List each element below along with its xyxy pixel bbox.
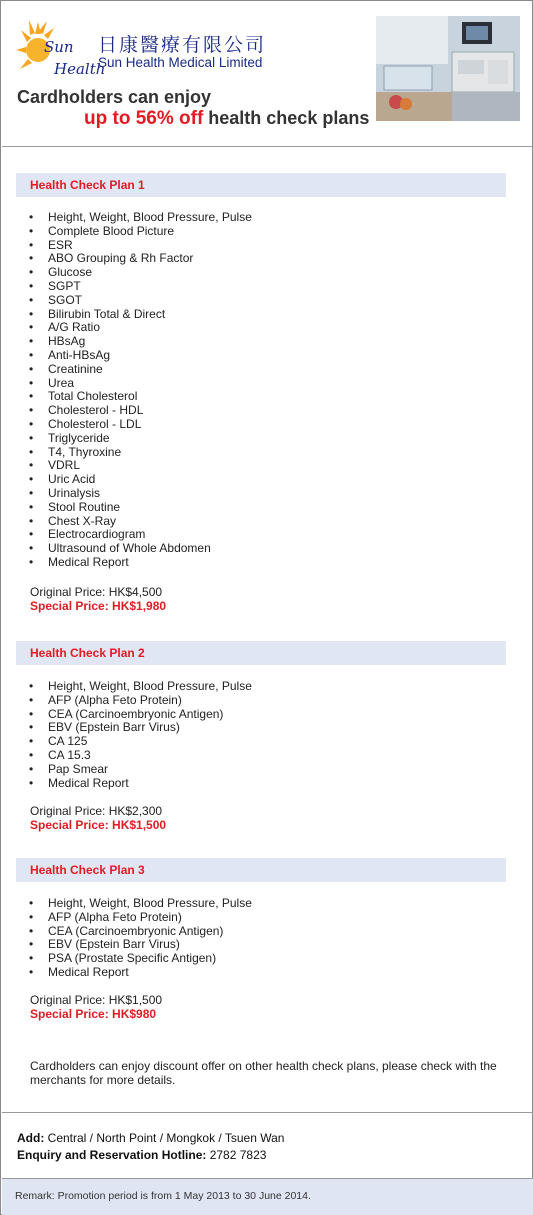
bullet-icon: •	[29, 734, 34, 749]
list-item	[29, 966, 252, 980]
list-item-label: SGPT	[48, 278, 81, 293]
discount-highlight: up to 56% off	[84, 108, 204, 129]
list-item-label: ABO Grouping & Rh Factor	[48, 251, 194, 266]
tagline-line-2	[84, 108, 369, 130]
plan-1-items	[29, 211, 252, 570]
list-item	[29, 335, 252, 349]
list-item-label: Anti-HBsAg	[48, 347, 111, 362]
hotline-value: 2782 7823	[206, 1148, 267, 1162]
bullet-icon: •	[29, 747, 34, 762]
list-item	[29, 294, 252, 308]
list-item-label: EBV (Epstein Barr Virus)	[48, 937, 180, 952]
list-item	[29, 749, 252, 763]
plan-2-title: Health Check Plan 2	[16, 641, 506, 665]
list-item-label: Height, Weight, Blood Pressure, Pulse	[48, 210, 252, 224]
list-item	[29, 459, 252, 473]
plan-3-special-price: Special Price: HK$980	[30, 1007, 157, 1021]
bullet-icon: •	[29, 964, 34, 979]
bullet-icon: •	[29, 458, 34, 473]
address-value: Central / North Point / Mongkok / Tsuen Wan	[44, 1131, 285, 1145]
bullet-icon: •	[29, 692, 34, 707]
list-item-label: Urinalysis	[48, 485, 101, 500]
plan-3-items	[29, 897, 252, 980]
bullet-icon: •	[29, 485, 34, 500]
address-label: Add:	[17, 1131, 45, 1145]
list-item-label: Urea	[48, 375, 75, 390]
list-item-label: ESR	[48, 237, 73, 252]
bullet-icon: •	[29, 923, 34, 938]
bullet-icon: •	[29, 472, 34, 487]
bullet-icon: •	[29, 265, 34, 280]
list-item	[29, 266, 252, 280]
list-item	[29, 708, 252, 722]
list-item	[29, 418, 252, 432]
list-item-label: Cholesterol - HDL	[48, 403, 144, 418]
list-item-label: Creatinine	[48, 361, 103, 376]
header	[2, 2, 533, 147]
list-item	[29, 556, 252, 570]
list-item-label: Medical Report	[48, 775, 129, 790]
list-item-label: PSA (Prostate Specific Antigen)	[48, 951, 217, 966]
plan-2-items	[29, 680, 252, 790]
company-name-chinese: 日康醫療有限公司	[98, 34, 267, 56]
bullet-icon: •	[29, 444, 34, 459]
promotion-remark: Remark: Promotion period is from 1 May 2013 to 30 June 2014.	[15, 1190, 311, 1202]
bullet-icon: •	[29, 347, 34, 362]
bullet-icon: •	[29, 278, 34, 293]
bullet-icon: •	[29, 706, 34, 721]
hotline-line	[17, 1148, 266, 1162]
list-item	[29, 911, 252, 925]
list-item-label: Triglyceride	[48, 430, 110, 445]
list-item-label: CEA (Carcinoembryonic Antigen)	[48, 923, 224, 938]
list-item	[29, 680, 252, 694]
list-item	[29, 211, 252, 225]
list-item-label: Medical Report	[48, 964, 129, 979]
list-item-label: CA 15.3	[48, 747, 91, 762]
logo-text-health: Health	[54, 60, 106, 78]
list-item-label: HBsAg	[48, 334, 86, 349]
bullet-icon: •	[29, 223, 34, 238]
plan-3-original-price: Original Price: HK$1,500	[30, 993, 163, 1007]
list-item-label: Medical Report	[48, 554, 129, 569]
list-item	[29, 377, 252, 391]
list-item	[29, 515, 252, 529]
bullet-icon: •	[29, 403, 34, 418]
bullet-icon: •	[29, 775, 34, 790]
bullet-icon: •	[29, 541, 34, 556]
bullet-icon: •	[29, 909, 34, 924]
list-item-label: Complete Blood Picture	[48, 223, 175, 238]
list-item-label: Height, Weight, Blood Pressure, Pulse	[48, 679, 252, 693]
footer	[2, 1178, 533, 1215]
list-item-label: CA 125	[48, 734, 88, 749]
bullet-icon: •	[29, 499, 34, 514]
bullet-icon: •	[29, 251, 34, 266]
list-item-label: Electrocardiogram	[48, 527, 146, 542]
bullet-icon: •	[29, 937, 34, 952]
list-item-label: Ultrasound of Whole Abdomen	[48, 541, 211, 556]
list-item-label: VDRL	[48, 458, 81, 473]
list-item	[29, 542, 252, 556]
bullet-icon: •	[29, 334, 34, 349]
list-item	[29, 735, 252, 749]
list-item-label: Stool Routine	[48, 499, 121, 514]
bullet-icon: •	[29, 513, 34, 528]
list-item	[29, 925, 252, 939]
bullet-icon: •	[29, 720, 34, 735]
list-item	[29, 938, 252, 952]
list-item	[29, 694, 252, 708]
plan-2-original-price: Original Price: HK$2,300	[30, 804, 163, 818]
list-item	[29, 487, 252, 501]
plan-1-special-price: Special Price: HK$1,980	[30, 599, 167, 613]
list-item	[29, 321, 252, 335]
tagline-suffix: health check plans	[203, 108, 370, 128]
list-item-label: Pap Smear	[48, 761, 109, 776]
list-item	[29, 446, 252, 460]
bullet-icon: •	[29, 430, 34, 445]
bullet-icon: •	[29, 210, 34, 224]
logo-text-sun: Sun	[44, 38, 74, 56]
list-item-label: Glucose	[48, 265, 93, 280]
list-item-label: AFP (Alpha Feto Protein)	[48, 909, 182, 924]
list-item	[29, 349, 252, 363]
bullet-icon: •	[29, 375, 34, 390]
bullet-icon: •	[29, 320, 34, 335]
tagline-line-1: Cardholders can enjoy	[17, 87, 212, 107]
list-item-label: Uric Acid	[48, 472, 96, 487]
list-item-label: A/G Ratio	[48, 320, 101, 335]
sun-health-logo	[16, 16, 106, 78]
list-item	[29, 280, 252, 294]
bullet-icon: •	[29, 292, 34, 307]
list-item	[29, 473, 252, 487]
list-item	[29, 252, 252, 266]
bullet-icon: •	[29, 554, 34, 569]
list-item	[29, 952, 252, 966]
bullet-icon: •	[29, 389, 34, 404]
bullet-icon: •	[29, 237, 34, 252]
list-item	[29, 225, 252, 239]
list-item	[29, 308, 252, 322]
bullet-icon: •	[29, 361, 34, 376]
bullet-icon: •	[29, 951, 34, 966]
list-item-label: T4, Thyroxine	[48, 444, 122, 459]
plan-1-original-price: Original Price: HK$4,500	[30, 585, 163, 599]
list-item	[29, 432, 252, 446]
list-item	[29, 897, 252, 911]
bullet-icon: •	[29, 761, 34, 776]
list-item-label: SGOT	[48, 292, 83, 307]
list-item	[29, 363, 252, 377]
plan-3-title: Health Check Plan 3	[16, 858, 506, 882]
list-item	[29, 763, 252, 777]
list-item	[29, 239, 252, 253]
list-item-label: Cholesterol - LDL	[48, 416, 142, 431]
plan-2-special-price: Special Price: HK$1,500	[30, 818, 167, 832]
list-item-label: Chest X-Ray	[48, 513, 117, 528]
list-item-label: CEA (Carcinoembryonic Antigen)	[48, 706, 224, 721]
list-item	[29, 777, 252, 791]
header-divider	[2, 146, 533, 147]
plan-1-title: Health Check Plan 1	[16, 173, 506, 197]
address-line	[17, 1131, 284, 1145]
bullet-icon: •	[29, 416, 34, 431]
list-item	[29, 390, 252, 404]
list-item	[29, 721, 252, 735]
clinic-photo	[376, 16, 520, 121]
company-name-english: Sun Health Medical Limited	[98, 55, 263, 70]
bullet-icon: •	[29, 896, 34, 910]
list-item	[29, 528, 252, 542]
bullet-icon: •	[29, 527, 34, 542]
contact-divider	[2, 1112, 533, 1113]
list-item-label: Height, Weight, Blood Pressure, Pulse	[48, 896, 252, 910]
list-item-label: EBV (Epstein Barr Virus)	[48, 720, 180, 735]
bullet-icon: •	[29, 679, 34, 693]
discount-note: Cardholders can enjoy discount offer on other health check plans, please check with the merchants for more details.	[30, 1059, 497, 1087]
list-item-label: Total Cholesterol	[48, 389, 138, 404]
list-item-label: Bilirubin Total & Direct	[48, 306, 166, 321]
list-item	[29, 404, 252, 418]
hotline-label: Enquiry and Reservation Hotline:	[17, 1148, 207, 1162]
list-item-label: AFP (Alpha Feto Protein)	[48, 692, 182, 707]
bullet-icon: •	[29, 306, 34, 321]
list-item	[29, 501, 252, 515]
